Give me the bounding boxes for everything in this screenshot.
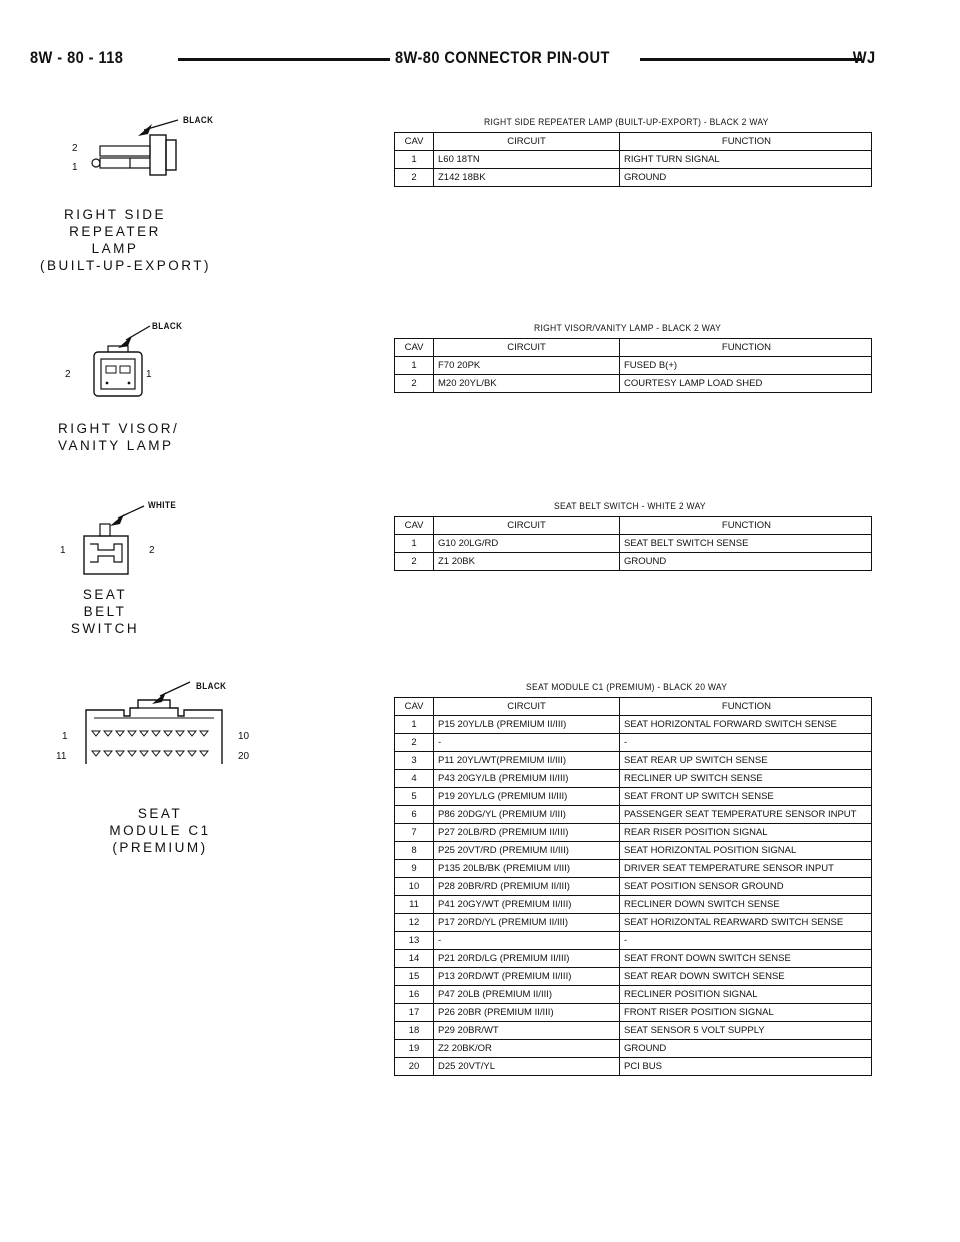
pinout-table [394,338,872,393]
table-header-row [395,517,872,535]
cav-cell: 11 [395,896,434,914]
table-row [395,357,872,375]
table-row [395,752,872,770]
vanity-lamp-connector-drawing [80,320,183,410]
table-row [395,932,872,950]
circuit-cell: P21 20RD/LG (PREMIUM II/III) [434,950,620,968]
circuit-cell: P26 20BR (PREMIUM II/III) [434,1004,620,1022]
circuit-cell: P86 20DG/YL (PREMIUM I/III) [434,806,620,824]
page-header [30,40,875,80]
cav-cell: 8 [395,842,434,860]
function-cell: SEAT FRONT DOWN SWITCH SENSE [620,950,872,968]
column-header-function: FUNCTION [620,698,872,716]
circuit-cell: P15 20YL/LB (PREMIUM II/III) [434,716,620,734]
column-header-circuit: CIRCUIT [434,517,620,535]
pin-label: 11 [56,751,67,762]
table-row [395,770,872,788]
repeater-lamp-connector-drawing [60,110,200,190]
circuit-cell: Z142 18BK [434,169,620,187]
circuit-cell: G10 20LG/RD [434,535,620,553]
column-header-function: FUNCTION [620,133,872,151]
function-cell: SEAT POSITION SENSOR GROUND [620,878,872,896]
circuit-cell: P11 20YL/WT(PREMIUM II/III) [434,752,620,770]
pin-label: 20 [238,751,250,762]
connector-caption: SEAT BELT SWITCH [70,587,140,636]
pin-label: 2 [65,369,71,380]
function-cell: SEAT SENSOR 5 VOLT SUPPLY [620,1022,872,1040]
function-cell: GROUND [620,1040,872,1058]
function-cell: SEAT REAR DOWN SWITCH SENSE [620,968,872,986]
seat-belt-switch-connector-drawing [70,500,170,585]
connector-color-label: BLACK [196,681,227,692]
function-cell: PCI BUS [620,1058,872,1076]
connector-color-label: BLACK [152,321,183,332]
cav-cell: 3 [395,752,434,770]
cav-cell: 12 [395,914,434,932]
table-row [395,375,872,393]
table-row [395,878,872,896]
circuit-cell: P28 20BR/RD (PREMIUM II/III) [434,878,620,896]
function-cell: DRIVER SEAT TEMPERATURE SENSOR INPUT [620,860,872,878]
connector-color-label: WHITE [148,500,177,511]
circuit-cell: D25 20VT/YL [434,1058,620,1076]
circuit-cell: M20 20YL/BK [434,375,620,393]
table-row [395,1004,872,1022]
table-row [395,1022,872,1040]
column-header-cav: CAV [395,133,434,151]
function-cell: SEAT REAR UP SWITCH SENSE [620,752,872,770]
table-row [395,914,872,932]
header-rule-left [178,58,390,61]
column-header-cav: CAV [395,339,434,357]
table-row [395,806,872,824]
page-reference: 8W - 80 - 118 [30,48,124,67]
column-header-function: FUNCTION [620,339,872,357]
connector-table-title: RIGHT SIDE REPEATER LAMP (BUILT-UP-EXPORT) - BLACK 2 WAY [484,117,769,128]
cav-cell: 10 [395,878,434,896]
function-cell: PASSENGER SEAT TEMPERATURE SENSOR INPUT [620,806,872,824]
cav-cell: 20 [395,1058,434,1076]
table-row [395,824,872,842]
connector-table-title: SEAT MODULE C1 (PREMIUM) - BLACK 20 WAY [526,682,728,693]
table-header-row [395,698,872,716]
function-cell: FRONT RISER POSITION SIGNAL [620,1004,872,1022]
column-header-circuit: CIRCUIT [434,133,620,151]
column-header-cav: CAV [395,698,434,716]
circuit-cell: Z2 20BK/OR [434,1040,620,1058]
cav-cell: 2 [395,375,434,393]
cav-cell: 4 [395,770,434,788]
cav-cell: 6 [395,806,434,824]
table-row [395,734,872,752]
cav-cell: 13 [395,932,434,950]
column-header-cav: CAV [395,517,434,535]
function-cell: RECLINER POSITION SIGNAL [620,986,872,1004]
circuit-cell: P17 20RD/YL (PREMIUM II/III) [434,914,620,932]
pin-label: 1 [72,162,78,173]
function-cell: SEAT BELT SWITCH SENSE [620,535,872,553]
cav-cell: 1 [395,151,434,169]
cav-cell: 5 [395,788,434,806]
column-header-function: FUNCTION [620,517,872,535]
cav-cell: 1 [395,535,434,553]
circuit-cell: - [434,734,620,752]
cav-cell: 7 [395,824,434,842]
table-row [395,1040,872,1058]
cav-cell: 1 [395,357,434,375]
page-title: 8W-80 CONNECTOR PIN-OUT [395,48,610,67]
table-row [395,968,872,986]
function-cell: - [620,932,872,950]
cav-cell: 2 [395,734,434,752]
table-row [395,553,872,571]
cav-cell: 2 [395,169,434,187]
cav-cell: 9 [395,860,434,878]
pin-label: 10 [238,731,250,742]
header-rule-right [640,58,862,61]
circuit-cell: P43 20GY/LB (PREMIUM II/III) [434,770,620,788]
pin-label: 1 [62,731,68,742]
column-header-circuit: CIRCUIT [434,339,620,357]
table-header-row [395,133,872,151]
cav-cell: 15 [395,968,434,986]
connector-caption: SEAT MODULE C1 (PREMIUM) [109,806,211,855]
circuit-cell: P135 20LB/BK (PREMIUM I/III) [434,860,620,878]
pin-label: 2 [149,545,155,556]
function-cell: GROUND [620,169,872,187]
pin-label: 2 [72,143,78,154]
table-row [395,788,872,806]
function-cell: - [620,734,872,752]
pinout-table [394,697,872,1076]
table-header-row [395,339,872,357]
table-row [395,896,872,914]
cav-cell: 16 [395,986,434,1004]
circuit-cell: P47 20LB (PREMIUM II/III) [434,986,620,1004]
circuit-cell: P27 20LB/RD (PREMIUM II/III) [434,824,620,842]
pinout-table [394,516,872,571]
table-row [395,950,872,968]
model-code: WJ [852,48,875,67]
circuit-cell: F70 20PK [434,357,620,375]
circuit-cell: Z1 20BK [434,553,620,571]
function-cell: REAR RISER POSITION SIGNAL [620,824,872,842]
cav-cell: 1 [395,716,434,734]
cav-cell: 18 [395,1022,434,1040]
function-cell: FUSED B(+) [620,357,872,375]
table-row [395,860,872,878]
connector-caption: RIGHT SIDE REPEATER LAMP (BUILT-UP-EXPORT) [40,207,212,273]
circuit-cell: L60 18TN [434,151,620,169]
function-cell: SEAT FRONT UP SWITCH SENSE [620,788,872,806]
column-header-circuit: CIRCUIT [434,698,620,716]
table-row [395,151,872,169]
cav-cell: 2 [395,553,434,571]
table-row [395,535,872,553]
connector-caption: RIGHT VISOR/ VANITY LAMP [58,421,180,453]
function-cell: COURTESY LAMP LOAD SHED [620,375,872,393]
function-cell: SEAT HORIZONTAL POSITION SIGNAL [620,842,872,860]
table-row [395,986,872,1004]
function-cell: RECLINER DOWN SWITCH SENSE [620,896,872,914]
function-cell: SEAT HORIZONTAL FORWARD SWITCH SENSE [620,716,872,734]
table-row [395,169,872,187]
connector-color-label: BLACK [183,115,214,126]
table-row [395,842,872,860]
function-cell: SEAT HORIZONTAL REARWARD SWITCH SENSE [620,914,872,932]
circuit-cell: P25 20VT/RD (PREMIUM II/III) [434,842,620,860]
cav-cell: 14 [395,950,434,968]
cav-cell: 19 [395,1040,434,1058]
cav-cell: 17 [395,1004,434,1022]
connector-table-title: RIGHT VISOR/VANITY LAMP - BLACK 2 WAY [534,323,722,334]
circuit-cell: P29 20BR/WT [434,1022,620,1040]
function-cell: RIGHT TURN SIGNAL [620,151,872,169]
circuit-cell: P19 20YL/LG (PREMIUM II/III) [434,788,620,806]
circuit-cell: P41 20GY/WT (PREMIUM II/III) [434,896,620,914]
pin-label: 1 [146,369,152,380]
table-row [395,1058,872,1076]
function-cell: RECLINER UP SWITCH SENSE [620,770,872,788]
table-row [395,716,872,734]
function-cell: GROUND [620,553,872,571]
circuit-cell: P13 20RD/WT (PREMIUM II/III) [434,968,620,986]
pinout-table [394,132,872,187]
connector-table-title: SEAT BELT SWITCH - WHITE 2 WAY [554,501,706,512]
pin-label: 1 [60,545,66,556]
circuit-cell: - [434,932,620,950]
